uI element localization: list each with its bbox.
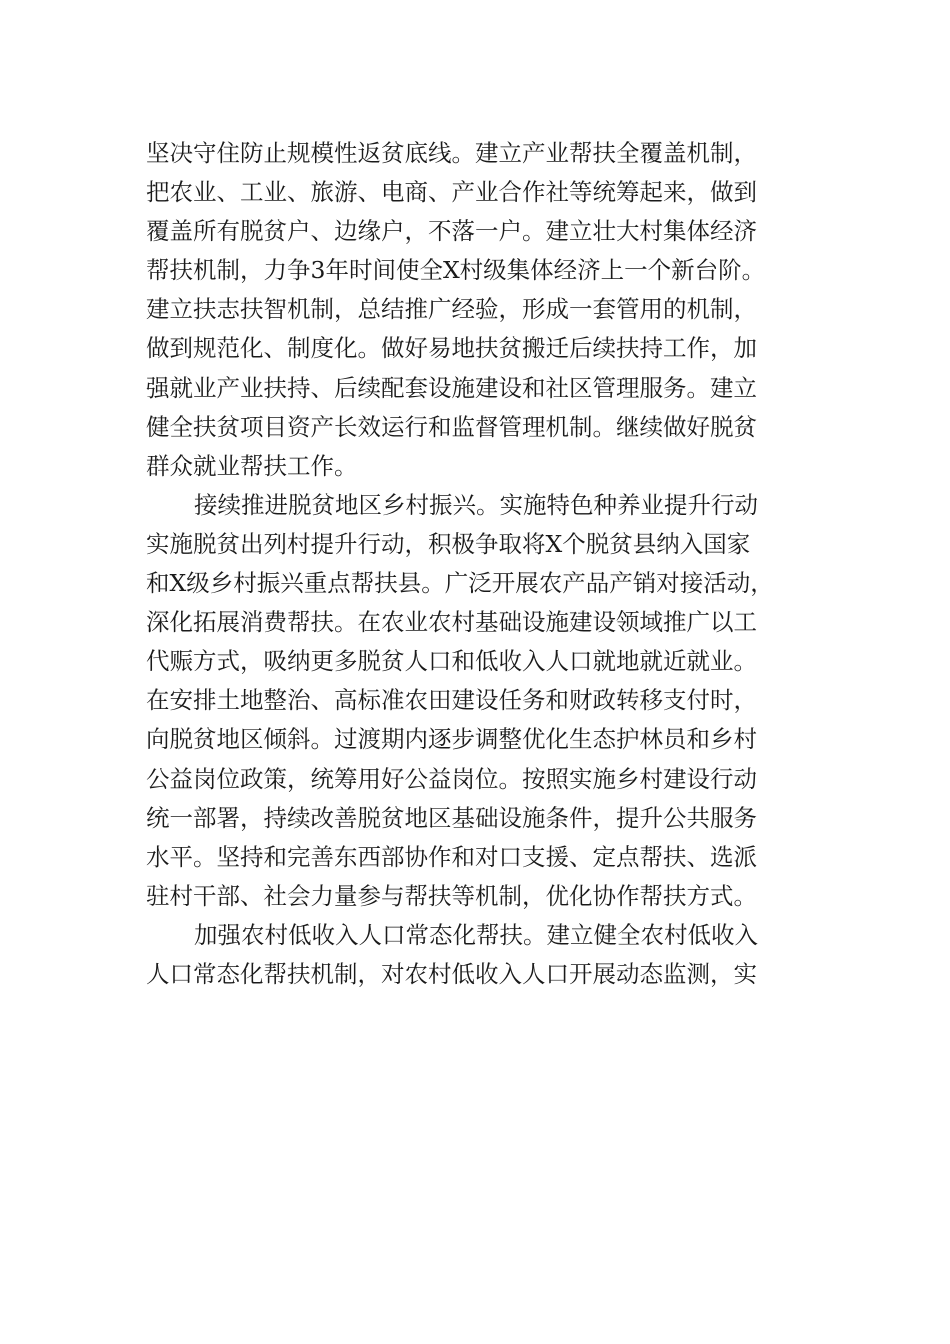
paragraph-start-line: 接续推进脱贫地区乡村振兴。实施特色种养业提升行动 bbox=[194, 490, 758, 519]
text-line: 和X级乡村振兴重点帮扶县。广泛开展农产品产销对接活动， bbox=[146, 569, 774, 598]
text-line: 人口常态化帮扶机制，对农村低收入人口开展动态监测，实 bbox=[146, 959, 757, 988]
text-line: 帮扶机制，力争3年时间使全X村级集体经济上一个新台阶。 bbox=[146, 256, 766, 285]
text-line: 水平。坚持和完善东西部协作和对口支援、定点帮扶、选派 bbox=[146, 842, 757, 871]
text-line: 群众就业帮扶工作。 bbox=[146, 451, 358, 480]
text-line: 坚决守住防止规模性返贫底线。建立产业帮扶全覆盖机制， bbox=[146, 139, 757, 167]
text-line: 做到规范化、制度化。做好易地扶贫搬迁后续扶持工作，加 bbox=[146, 334, 757, 363]
body-text bbox=[146, 134, 826, 994]
text-line: 代赈方式，吸纳更多脱贫人口和低收入人口就地就近就业。 bbox=[146, 647, 757, 676]
text-line: 把农业、工业、旅游、电商、产业合作社等统筹起来，做到 bbox=[146, 178, 757, 207]
paragraph-start-line: 加强农村低收入人口常态化帮扶。建立健全农村低收入 bbox=[194, 920, 758, 949]
text-line: 强就业产业扶持、后续配套设施建设和社区管理服务。建立 bbox=[146, 373, 757, 402]
text-line: 公益岗位政策，统筹用好公益岗位。按照实施乡村建设行动 bbox=[146, 764, 757, 793]
text-line: 健全扶贫项目资产长效运行和监督管理机制。继续做好脱贫 bbox=[146, 412, 757, 441]
text-line: 向脱贫地区倾斜。过渡期内逐步调整优化生态护林员和乡村 bbox=[146, 725, 757, 754]
text-line: 建立扶志扶智机制，总结推广经验，形成一套管用的机制， bbox=[146, 295, 757, 324]
text-line: 深化拓展消费帮扶。在农业农村基础设施建设领域推广以工 bbox=[146, 608, 757, 637]
text-line: 驻村干部、社会力量参与帮扶等机制，优化协作帮扶方式。 bbox=[146, 881, 757, 910]
text-line: 实施脱贫出列村提升行动，积极争取将X个脱贫县纳入国家 bbox=[146, 529, 751, 558]
text-line: 在安排土地整治、高标准农田建设任务和财政转移支付时， bbox=[146, 686, 757, 715]
text-line: 统一部署，持续改善脱贫地区基础设施条件，提升公共服务 bbox=[146, 803, 757, 832]
text-line: 覆盖所有脱贫户、边缘户，不落一户。建立壮大村集体经济 bbox=[146, 217, 757, 246]
